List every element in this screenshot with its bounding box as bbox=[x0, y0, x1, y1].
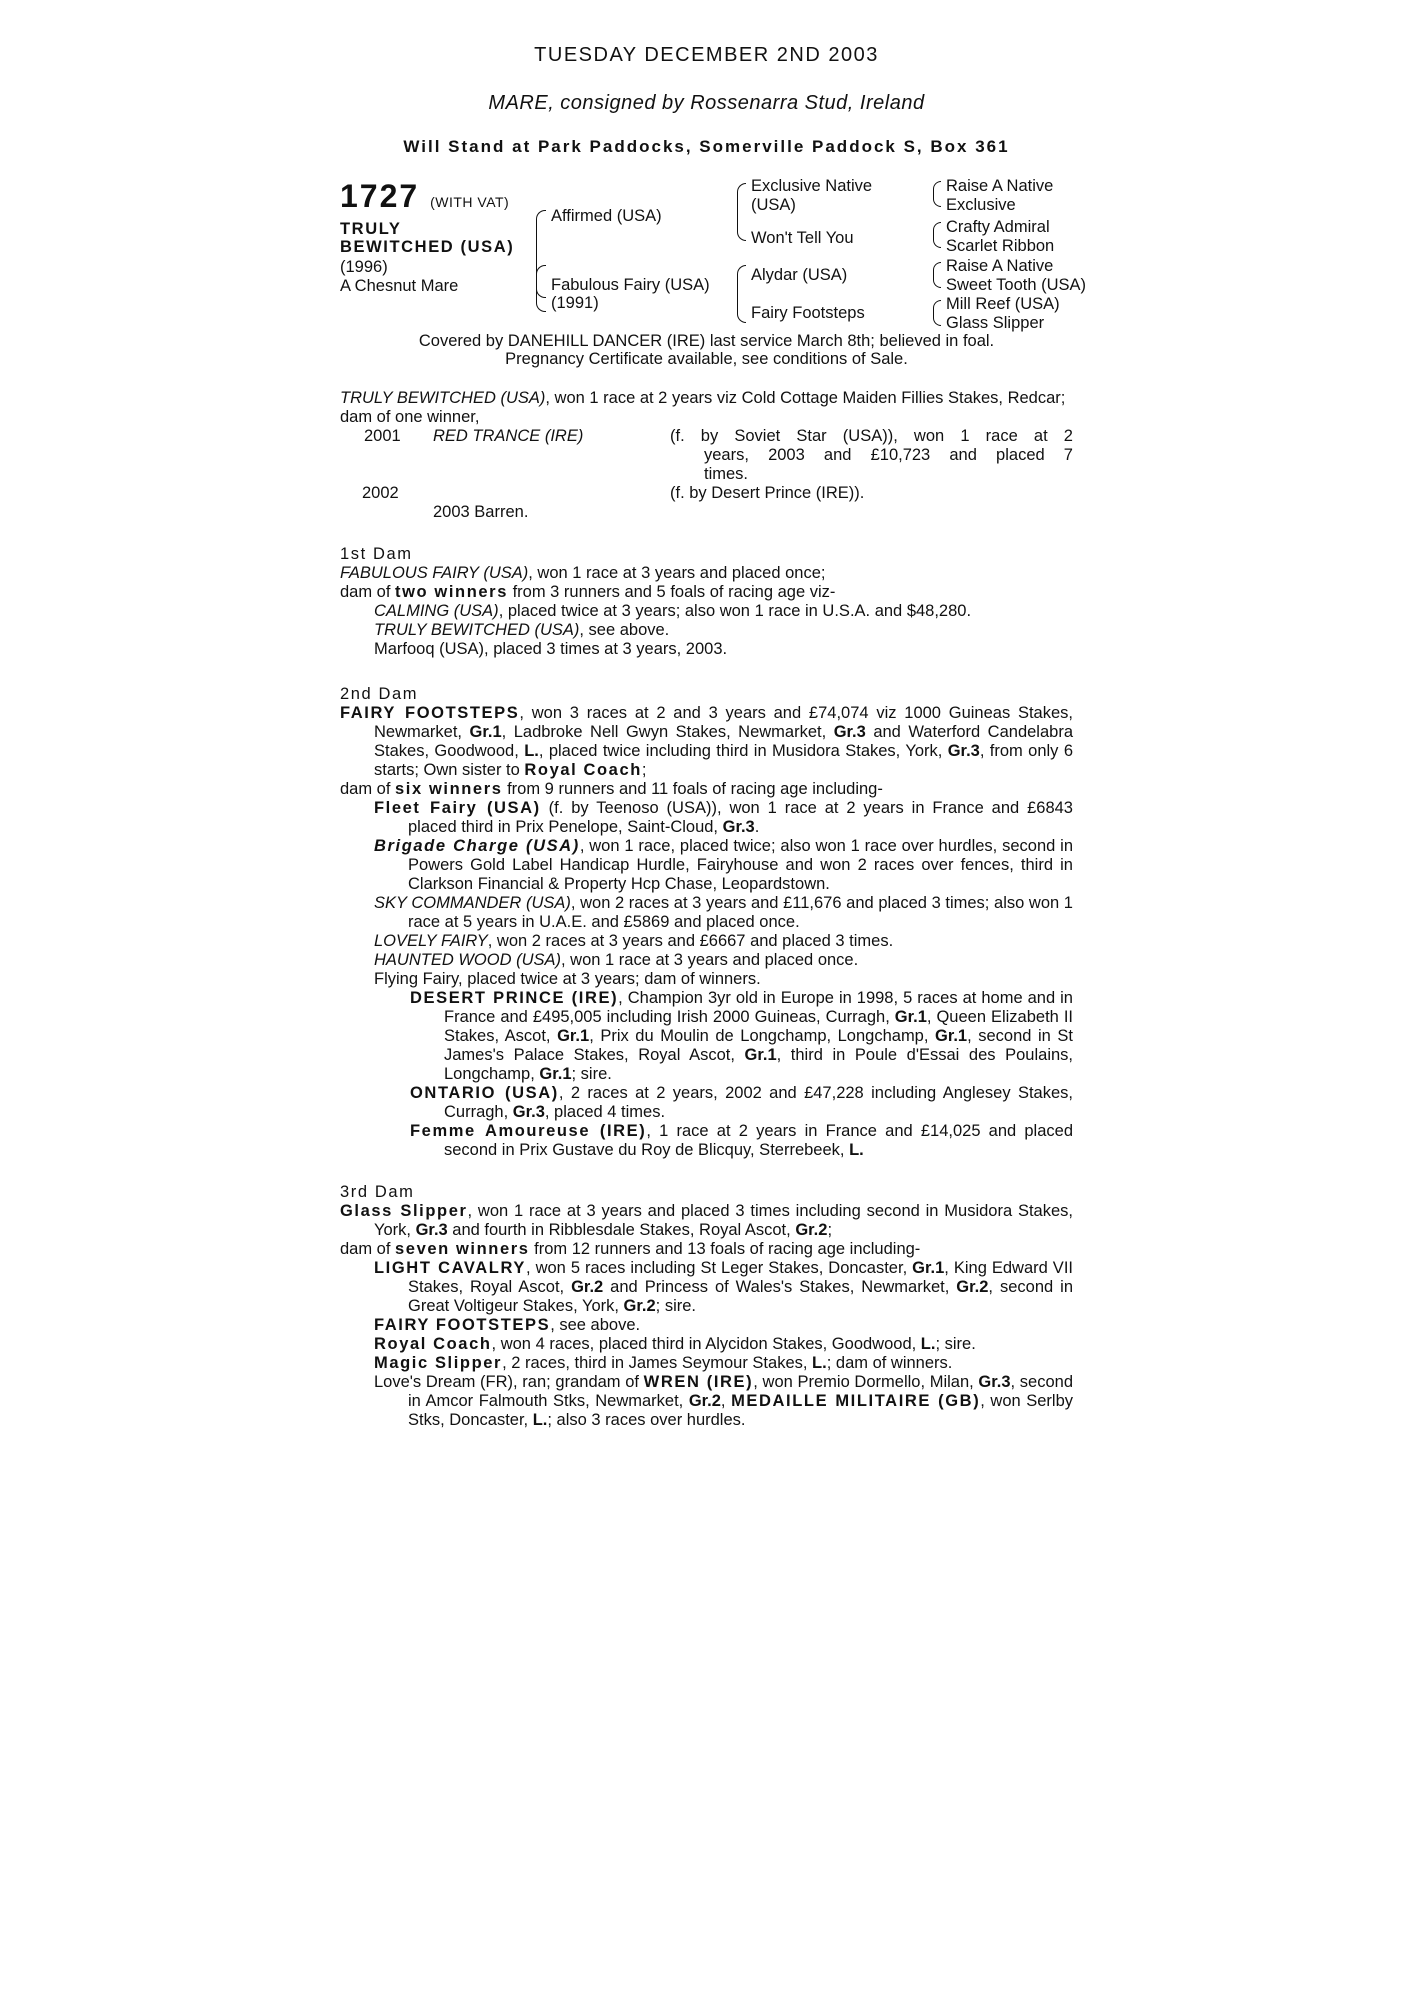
foal-lovely-fairy: LOVELY FAIRY, won 2 races at 3 years and £6667 and placed 3 times. bbox=[374, 932, 894, 950]
third-dam-produce: dam of seven winners from 12 runners and 13 foals of racing age including- bbox=[340, 1240, 921, 1258]
pedigree-brace-ds bbox=[737, 265, 746, 323]
pregnancy-note: Pregnancy Certificate available, see conditions of Sale. bbox=[505, 350, 908, 368]
second-dam-produce: dam of six winners from 9 runners and 11 foals of racing age including- bbox=[340, 780, 883, 798]
sale-date: TUESDAY DECEMBER 2ND 2003 bbox=[534, 44, 879, 66]
progeny-row: 2002 (f. by Desert Prince (IRE)). bbox=[362, 484, 865, 502]
third-dam-record: Glass Slipper, won 1 race at 3 years and placed 3 times including second in Musidora Stakes, York, Gr.3 and fourth in Ribblesdale Stakes, Royal Ascot, Gr.2; bbox=[340, 1202, 1073, 1239]
horse-name-line1: TRULY bbox=[340, 220, 402, 238]
first-dam-produce: dam of two winners from 3 runners and 5 foals of racing age viz- bbox=[340, 583, 836, 601]
pedigree-ds: Alydar (USA) bbox=[751, 266, 848, 284]
barren-row: 2003 Barren. bbox=[433, 503, 529, 521]
mare-record: TRULY BEWITCHED (USA), won 1 race at 2 years viz Cold Cottage Maiden Fillies Stakes, Redcar; bbox=[340, 389, 1066, 407]
foal-truly-bewitched: TRULY BEWITCHED (USA), see above. bbox=[374, 621, 670, 639]
second-dam-record: FAIRY FOOTSTEPS, won 3 races at 2 and 3 years and £74,074 viz 1000 Guineas Stakes, Newmarket, Gr.1, Ladbroke Nell Gwyn Stakes, Newmarket, Gr.3 and Waterford Candelabra Stakes, Goodwood, L., placed twice including third in Musidora Stakes, York, Gr.3, from only 6 starts; Own sister to Royal Coach; bbox=[340, 704, 1073, 779]
foal-sky-commander: SKY COMMANDER (USA), won 2 races at 3 years and £11,676 and placed 3 times; also won 1 race at 5 years in U.A.E. and £5869 and placed once. bbox=[374, 894, 1073, 931]
horse-name-line2: BEWITCHED (USA) bbox=[340, 238, 515, 256]
pedigree-ss-line1: Exclusive Native bbox=[751, 177, 873, 195]
pedigree-sd: Won't Tell You bbox=[751, 229, 854, 247]
first-dam-heading: 1st Dam bbox=[340, 545, 413, 563]
third-dam-heading: 3rd Dam bbox=[340, 1183, 415, 1201]
mare-name: TRULY BEWITCHED (USA) bbox=[340, 389, 546, 407]
pedigree-dsd: Sweet Tooth (USA) bbox=[946, 276, 1087, 294]
second-dam-heading: 2nd Dam bbox=[340, 685, 419, 703]
vat-note: (WITH VAT) bbox=[430, 194, 510, 210]
pedigree-dss: Raise A Native bbox=[946, 257, 1054, 275]
foal-fleet-fairy: Fleet Fairy (USA) (f. by Teenoso (USA)), won 1 race at 2 years in France and £6843 placed third in Prix Penelope, Saint-Cloud, Gr.3. bbox=[374, 799, 1073, 836]
foal-light-cavalry: LIGHT CAVALRY, won 5 races including St Leger Stakes, Doncaster, Gr.1, King Edward VII Stakes, Royal Ascot, Gr.2 and Princess of Wales's Stakes, Newmarket, Gr.2, second in Great Voltigeur Stakes, York, Gr.2; sire. bbox=[374, 1259, 1073, 1315]
foal-magic-slipper: Magic Slipper, 2 races, third in James Seymour Stakes, L.; dam of winners. bbox=[374, 1354, 953, 1372]
pedigree-dd: Fairy Footsteps bbox=[751, 304, 865, 322]
pedigree-sds: Crafty Admiral bbox=[946, 218, 1050, 236]
pedigree-dds: Mill Reef (USA) bbox=[946, 295, 1060, 313]
pedigree-brace-ss bbox=[737, 183, 746, 241]
catalogue-body bbox=[340, 389, 1073, 1430]
foal-loves-dream: Love's Dream (FR), ran; grandam of WREN (IRE), won Premio Dormello, Milan, Gr.3, second in Amcor Falmouth Stks, Newmarket, Gr.2, MEDAILLE MILITAIRE (GB), won Serlby Stks, Doncaster, L.; also 3 races over hurdles. bbox=[374, 1373, 1074, 1429]
grandfoal-femme-amoureuse: Femme Amoureuse (IRE), 1 race at 2 years in France and £14,025 and placed second in Prix Gustave du Roy de Blicquy, Sterrebeek, L. bbox=[410, 1122, 1073, 1159]
pedigree-brace-dds bbox=[933, 300, 941, 326]
pedigree-brace-dam bbox=[536, 265, 546, 312]
stand-location: Will Stand at Park Paddocks, Somerville Paddock S, Box 361 bbox=[403, 137, 1010, 156]
mare-dam-of: dam of one winner, bbox=[340, 408, 480, 426]
foal-royal-coach: Royal Coach, won 4 races, placed third in Alycidon Stakes, Goodwood, L.; sire. bbox=[374, 1335, 976, 1353]
pedigree-sss: Raise A Native bbox=[946, 177, 1054, 195]
foal-brigade-charge: Brigade Charge (USA), won 1 race, placed twice; also won 1 race over hurdles, second in Powers Gold Label Handicap Hurdle, Fairyhouse and won 2 races over fences, third in Clarkson Financial & Property Hcp Chase, Leopardstown. bbox=[374, 837, 1074, 893]
progeny-row-cont: times. bbox=[704, 465, 749, 483]
foal-haunted-wood: HAUNTED WOOD (USA), won 1 race at 3 years and placed once. bbox=[374, 951, 859, 969]
covered-note: Covered by DANEHILL DANCER (IRE) last service March 8th; believed in foal. bbox=[418, 332, 995, 350]
progeny-row-cont: years, 2003 and £10,723 and placed 7 bbox=[704, 446, 1073, 464]
pedigree-brace-sss bbox=[933, 181, 941, 207]
pedigree-sdd: Scarlet Ribbon bbox=[946, 237, 1055, 255]
consignment-line: MARE, consigned by Rossenarra Stud, Ireland bbox=[488, 92, 925, 114]
foal-marfooq: Marfooq (USA), placed 3 times at 3 years, 2003. bbox=[374, 640, 728, 658]
progeny-row: 2001 RED TRANCE (IRE) (f. by Soviet Star (USA)), won 1 race at 2 bbox=[364, 427, 1073, 445]
pedigree-sire: Affirmed (USA) bbox=[551, 207, 662, 225]
foal-calming: CALMING (USA), placed twice at 3 years; also won 1 race in U.S.A. and $48,280. bbox=[374, 602, 972, 620]
pedigree-ss-line2: (USA) bbox=[751, 196, 796, 214]
foal-flying-fairy: Flying Fairy, placed twice at 3 years; dam of winners. bbox=[374, 970, 761, 988]
pedigree-ddd: Glass Slipper bbox=[946, 314, 1045, 332]
grandfoal-desert-prince: DESERT PRINCE (IRE), Champion 3yr old in Europe in 1998, 5 races at home and in France and £495,005 including Irish 2000 Guineas, Curragh, Gr.1, Queen Elizabeth II Stakes, Ascot, Gr.1, Prix du Moulin de Longchamp, Longchamp, Gr.1, second in St James's Palace Stakes, Royal Ascot, Gr.1, third in Poule d'Essai des Poulains, Longchamp, Gr.1; sire. bbox=[410, 989, 1073, 1083]
pedigree-dam-year: (1991) bbox=[551, 294, 599, 312]
foaling-year: (1996) bbox=[340, 258, 388, 276]
first-dam-record: FABULOUS FAIRY (USA), won 1 race at 3 years and placed once; bbox=[340, 564, 826, 582]
pedigree-ssd: Exclusive bbox=[946, 196, 1016, 214]
horse-description: A Chesnut Mare bbox=[340, 277, 459, 295]
lot-number: 1727 (WITH VAT) bbox=[340, 178, 510, 214]
pedigree-dam: Fabulous Fairy (USA) bbox=[551, 276, 710, 294]
pedigree-brace-dss bbox=[933, 262, 941, 288]
foal-fairy-footsteps: FAIRY FOOTSTEPS, see above. bbox=[374, 1316, 641, 1334]
pedigree-brace-sds bbox=[933, 222, 941, 248]
grandfoal-ontario: ONTARIO (USA), 2 races at 2 years, 2002 and £47,228 including Anglesey Stakes, Curragh, Gr.3, placed 4 times. bbox=[410, 1084, 1073, 1121]
